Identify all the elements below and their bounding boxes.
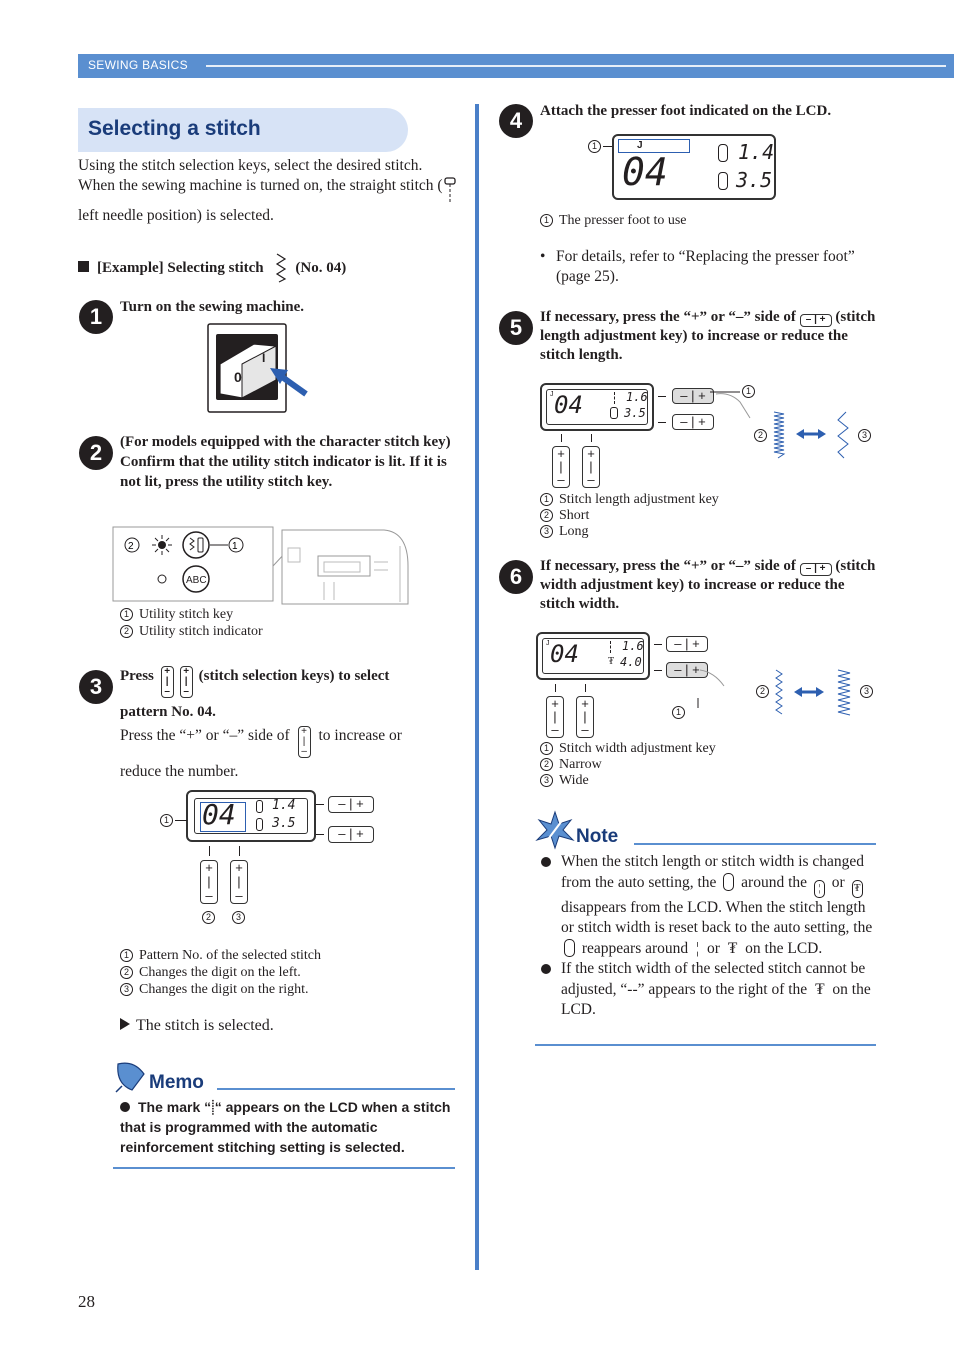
callout-short: Short [559, 508, 590, 523]
callout-width-key: Stitch width adjustment key [559, 741, 716, 756]
stitch-select-right-key[interactable]: + | – [576, 696, 594, 738]
utility-key-panel [112, 526, 414, 606]
callout-row: 2 Narrow [540, 757, 716, 773]
callout-row: 2 Short [540, 508, 719, 524]
callout-pattern-no: Pattern No. of the selected stitch [139, 948, 321, 963]
callout-narrow: Narrow [559, 757, 602, 772]
lcd-pattern-number: 04 [550, 640, 579, 668]
step-6-text-a: If necessary, press the “+” or “–” side of [540, 558, 796, 574]
width-symbol-icon: ₮ [815, 980, 825, 998]
memo-text-a: The mark “ [138, 1099, 212, 1115]
stitch-select-key-right-icon: + | – [180, 666, 193, 698]
step-4-bullet [540, 247, 870, 287]
result-arrow-icon [120, 1018, 130, 1030]
stitch-select-left-key[interactable]: + | – [546, 696, 564, 738]
callout-leader [175, 820, 187, 821]
step-4-callouts: 1 The presser foot to use [540, 213, 687, 229]
length-symbol-icon [610, 641, 612, 653]
svg-text:1: 1 [232, 541, 238, 552]
lcd-frame [540, 383, 654, 431]
note-star-icon [535, 810, 575, 850]
memo-body [120, 1097, 455, 1157]
callout-length-key: Stitch length adjustment key [559, 492, 719, 507]
lcd-stitch-width: 3.5 [624, 406, 646, 420]
key-dash [316, 834, 324, 835]
square-bullet [78, 261, 89, 272]
note-bottom-rule [535, 1044, 876, 1046]
memo-title: Memo [149, 1072, 204, 1093]
svg-text:I: I [262, 351, 266, 365]
key-tick [209, 846, 210, 856]
utility-key-diagram [112, 526, 414, 606]
memo-rule [217, 1088, 455, 1090]
step-5-badge: 5 [499, 311, 533, 345]
callout-marker-3: 3 [860, 685, 873, 698]
step-5-callouts [540, 492, 719, 540]
stitch-width-key[interactable]: – | + [666, 662, 708, 678]
step-5-text-a: If necessary, press the “+” or “–” side of [540, 309, 796, 325]
lcd-stitch-length: 1.4 [738, 140, 775, 164]
lcd-pattern-number: 04 [554, 391, 583, 419]
step-6-lcd-diagram [534, 630, 880, 740]
presser-foot-highlight: J [618, 139, 690, 153]
memo-text-b: “ appears on the LCD when a stitch that is programmed with the automatic reinforcement stitching setting is selected. [120, 1099, 451, 1155]
step-2-line-1: (For models equipped with the character stitch key) [120, 434, 451, 450]
stitch-select-left-key[interactable]: + | – [200, 860, 218, 904]
lcd-frame [186, 790, 316, 842]
stitch-length-comparison-icon [772, 410, 860, 460]
step-3-callouts [120, 948, 321, 998]
callout-marker-1: 1 [672, 706, 685, 719]
step-4-text: Attach the presser foot indicated on the LCD. [540, 103, 832, 119]
straight-stitch-icon [443, 176, 457, 206]
callout-row: 1 Pattern No. of the selected stitch [120, 948, 321, 964]
memo-bottom-rule [113, 1167, 455, 1169]
lcd-stitch-length: 1.6 [622, 639, 644, 653]
step-6-text-b: (stitch width adjustment key) to increase or reduce the stitch width. [540, 558, 876, 612]
width-symbol-icon: ₮ [608, 656, 615, 667]
auto-frame-icon [723, 873, 734, 891]
zigzag-stitch-icon [273, 252, 289, 284]
callout-row: 1 Stitch width adjustment key [540, 741, 716, 757]
note-text-1b: around the [741, 873, 808, 891]
header-rule [206, 65, 946, 67]
stitch-select-key-icon: + | – [298, 726, 311, 758]
callout-marker-3: 3 [232, 911, 245, 924]
lcd-stitch-length: 1.6 [626, 390, 648, 404]
callout-row: 3 Wide [540, 773, 716, 789]
length-symbol-icon [256, 800, 263, 813]
step-6-text [540, 557, 876, 614]
key-tick [239, 846, 240, 856]
note-text-1a: When the stitch length or stitch width is changed from the auto setting, the [561, 853, 865, 891]
note-text-1g: on the LCD. [745, 939, 823, 957]
step-3-detail-c: reduce the number. [120, 763, 239, 780]
step-4-badge: 4 [499, 104, 533, 138]
stitch-length-key[interactable]: – | + [672, 388, 714, 404]
length-symbol-icon [614, 392, 616, 404]
callout-presser-foot: The presser foot to use [559, 213, 687, 228]
callout-utility-key: Utility stitch key [139, 607, 234, 622]
step-6-badge: 6 [499, 560, 533, 594]
page-title-box [78, 108, 454, 152]
note-text-2a: If the stitch width of the selected stitch cannot be adjusted, “--” appears to the right of the [561, 960, 866, 998]
callout-wide: Wide [559, 773, 589, 788]
length-key-icon: – | + [328, 796, 374, 813]
lcd-foot: J [546, 640, 550, 647]
width-auto-icon: ₮ [852, 880, 863, 898]
lcd-stitch-width: 3.5 [736, 168, 773, 192]
key-tick [585, 684, 586, 692]
step-5-text-b: (stitch length adjustment key) to increase or reduce the stitch length. [540, 309, 876, 363]
step-3-badge: 3 [79, 670, 113, 704]
width-symbol-icon [256, 818, 263, 831]
svg-text:ABC: ABC [186, 575, 207, 586]
column-divider [475, 104, 479, 1270]
callout-marker-3: 3 [858, 429, 871, 442]
power-switch-icon [206, 322, 318, 416]
note-bullet-2 [540, 959, 876, 1021]
stitch-length-key[interactable]: – | + [666, 636, 708, 652]
callout-left-digit: Changes the digit on the left. [139, 965, 301, 980]
step-2-text [120, 432, 460, 492]
step-5-text [540, 308, 876, 365]
callout-marker-2: 2 [202, 911, 215, 924]
reinforcement-mark-icon: ⸽ [211, 1099, 215, 1115]
note-body [540, 852, 876, 1021]
key-tick [555, 684, 556, 692]
note-bullet-dot [541, 964, 551, 974]
intro-paragraph [78, 156, 463, 226]
note-bullet-1 [540, 852, 876, 959]
lcd-frame [612, 134, 776, 200]
callout-marker-2: 2 [754, 429, 767, 442]
length-key-inline-icon: – | + [800, 314, 832, 327]
key-tick [561, 434, 562, 442]
step-6-callouts [540, 741, 716, 789]
width-key-inline-icon: – | + [800, 563, 832, 576]
stitch-width-key[interactable]: – | + [672, 414, 714, 430]
key-dash [654, 670, 662, 671]
lcd-pattern-number: 04 [622, 150, 668, 194]
svg-text:0: 0 [234, 369, 242, 385]
page-number: 28 [78, 1292, 95, 1311]
callout-right-digit: Changes the digit on the right. [139, 982, 309, 997]
callout-row: 1 Utility stitch key [120, 607, 263, 623]
step-3-instruction [120, 662, 465, 726]
stitch-select-right-key[interactable]: + | – [230, 860, 248, 904]
callout-utility-indicator: Utility stitch indicator [139, 624, 263, 639]
callout-marker-1: 1 [160, 814, 173, 827]
example-text-a: [Example] Selecting stitch [97, 260, 264, 276]
note-bullet-dot [541, 857, 551, 867]
step-2-badge: 2 [79, 436, 113, 470]
step-1-text: Turn on the sewing machine. [120, 299, 305, 315]
note-rule [634, 843, 876, 845]
auto-frame-icon [564, 939, 575, 957]
intro-text-1: Using the stitch selection keys, select the desired stitch. [78, 157, 423, 174]
memo-pen-icon [112, 1060, 148, 1094]
stitch-width-comparison-icon [774, 668, 858, 718]
callout-marker-1: 1 [588, 140, 601, 153]
intro-text-2a: When the sewing machine is turned on, the straight stitch ( [78, 177, 443, 194]
step-3-result-text: The stitch is selected. [136, 1017, 274, 1034]
step-4-lcd-diagram [586, 132, 782, 204]
step-3-result [120, 1016, 274, 1036]
memo-bullet [120, 1102, 130, 1112]
key-dash [658, 422, 666, 423]
lcd-frame [536, 632, 650, 680]
step-3-text-a: Press [120, 668, 154, 684]
callout-long: Long [559, 524, 589, 539]
intro-text-2 [78, 176, 463, 226]
example-text-b: (No. 04) [295, 260, 347, 276]
note-text-1c: or [831, 873, 845, 891]
length-symbol-icon: ¦ [696, 939, 700, 957]
callout-row: 2 Utility stitch indicator [120, 624, 263, 640]
width-symbol-icon [610, 407, 618, 419]
lcd-pattern-number: 04 [202, 798, 236, 831]
finger-press-icon [684, 662, 734, 708]
step-3-detail [120, 722, 465, 786]
length-symbol-icon [718, 144, 728, 162]
step-4-bullet-text: For details, refer to “Replacing the presser foot” (page 25). [556, 248, 855, 285]
bullet-mark: • [540, 248, 546, 265]
callout-marker-2: 2 [756, 685, 769, 698]
callout-row: 3 Long [540, 524, 719, 540]
section-header [78, 54, 954, 78]
note-text-1f: or [707, 939, 720, 957]
key-tick [591, 434, 592, 442]
section-label: SEWING BASICS [88, 58, 188, 72]
step-3-detail-a: Press the “+” or “–” side of [120, 727, 290, 744]
step-3-text-b: (stitch selection keys) to select [198, 668, 390, 684]
example-line [78, 252, 346, 284]
width-key-icon: – | + [328, 826, 374, 843]
stitch-select-left-key[interactable]: + | – [552, 446, 570, 488]
svg-text:2: 2 [128, 541, 134, 552]
note-text-2b: on the LCD. [561, 980, 871, 1018]
length-auto-icon: ¦ [814, 880, 825, 898]
width-symbol-icon: ₮ [727, 939, 738, 957]
note-text-1e: reappears around [581, 939, 689, 957]
step-3-text-c: pattern No. 04. [120, 704, 216, 720]
callout-row: 1 Stitch length adjustment key [540, 492, 719, 508]
step-5-lcd-diagram [540, 380, 880, 488]
callout-row: 3 Changes the digit on the right. [120, 982, 321, 998]
intro-text-2b: left needle position) is selected. [78, 207, 274, 224]
lcd-stitch-width: 3.5 [272, 816, 296, 831]
note-title: Note [576, 826, 619, 847]
lcd-foot: J [550, 391, 554, 398]
note-text-1d: disappears from the LCD. When the stitch length or stitch width is reset back to the auto setting, the [561, 898, 873, 936]
lcd-stitch-length: 1.4 [272, 798, 296, 813]
step-1-badge: 1 [79, 300, 113, 334]
callout-marker-1: 1 [742, 385, 755, 398]
callout-row: 2 Changes the digit on the left. [120, 965, 321, 981]
stitch-select-key-left-icon: + | – [161, 666, 174, 698]
step-3-lcd-diagram [158, 786, 378, 926]
step-3-detail-b: to increase or [318, 727, 402, 744]
key-dash [654, 644, 662, 645]
step-2-callouts [120, 607, 263, 640]
page-title: Selecting a stitch [88, 117, 261, 140]
stitch-select-right-key[interactable]: + | – [582, 446, 600, 488]
key-dash [658, 396, 666, 397]
width-symbol-icon [718, 172, 728, 190]
key-dash [316, 804, 324, 805]
step-2-line-2: Confirm that the utility stitch indicator is lit. If it is not lit, press the utility stitch key. [120, 454, 447, 490]
lcd-stitch-width: 4.0 [620, 655, 642, 669]
